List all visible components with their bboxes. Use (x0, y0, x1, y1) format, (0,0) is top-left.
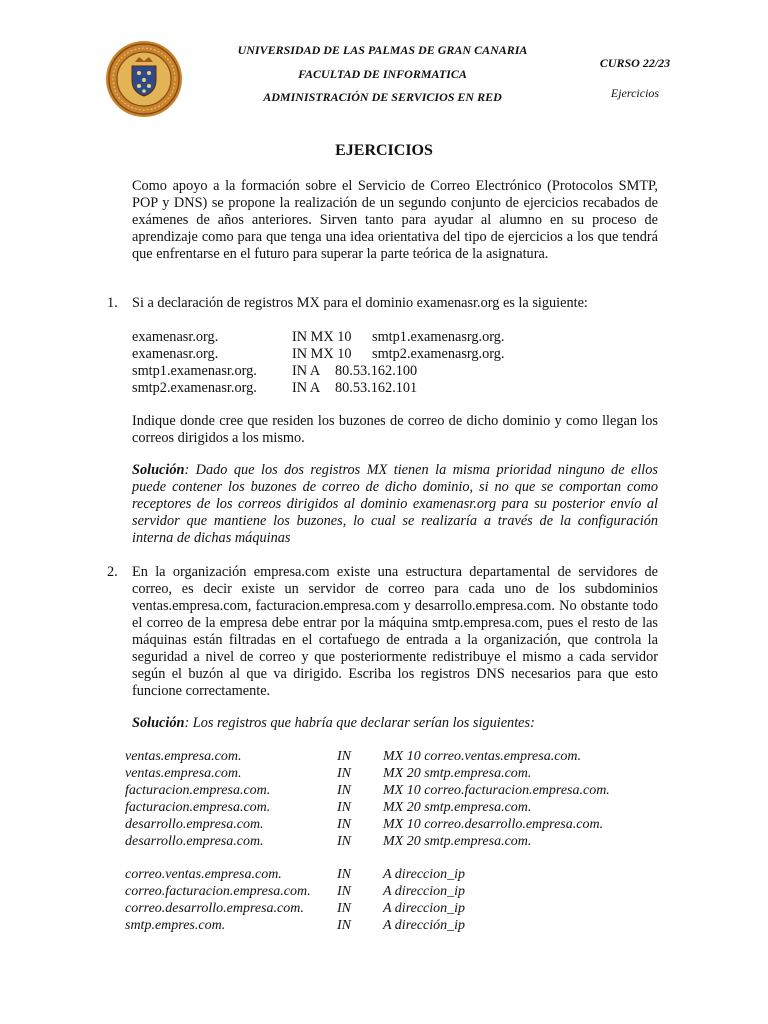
record-value: A direccion_ip (383, 901, 466, 916)
exercise-1-statement: Si a declaración de registros MX para el dominio examenasr.org es la siguiente: (132, 295, 588, 311)
faculty-name: FACULTAD DE INFORMATICA (298, 67, 467, 81)
record-name: desarrollo.empresa.com. (125, 834, 264, 849)
exercise-1-number: 1. (107, 295, 118, 311)
record-type: IN A (292, 363, 321, 379)
record-value: smtp1.examenasrg.org. (372, 329, 505, 345)
record-class: IN (337, 817, 351, 832)
record-value: A dirección_ip (383, 918, 466, 933)
record-value: MX 20 smtp.empresa.com. (383, 834, 532, 849)
solution-label: Solución (132, 715, 185, 731)
record-value: MX 20 smtp.empresa.com. (383, 800, 532, 815)
solution-text: : Los registros que habría que declarar serían los siguientes: (184, 715, 535, 731)
page-title: EJERCICIOS (335, 142, 433, 159)
section-label: Ejercicios (610, 86, 660, 100)
record-name: ventas.empresa.com. (125, 766, 242, 781)
record-class: IN (337, 834, 351, 849)
record-name: examenasr.org. (132, 346, 219, 362)
record-name: smtp.empres.com. (125, 918, 226, 933)
university-seal-logo (105, 40, 183, 118)
record-class: IN (337, 749, 351, 764)
record-value: MX 10 correo.ventas.empresa.com. (383, 749, 582, 764)
record-value: A direccion_ip (383, 884, 466, 899)
intro-paragraph: Como apoyo a la formación sobre el Servicio de Correo Electrónico (Protocolos SMTP, POP y DNS) se propone la realización de un segundo conjunto de ejercicios recabados de exámenes de años anteriores. Sirven tanto para ayudar al alumno en su proceso de aprendizaje como para que tenga una idea orientativa del tipo de ejercicios a los que tendrá que enfrentarse en el futuro para superar la parte teórica de la asignatura. (132, 178, 658, 262)
record-name: ventas.empresa.com. (125, 749, 242, 764)
record-name: correo.facturacion.empresa.com. (125, 884, 311, 899)
record-name: facturacion.empresa.com. (125, 800, 271, 815)
record-class: IN (337, 901, 351, 916)
record-name: desarrollo.empresa.com. (125, 817, 264, 832)
record-class: IN (337, 867, 351, 882)
record-class: IN (337, 766, 351, 781)
record-type: IN A (292, 380, 321, 396)
university-name: UNIVERSIDAD DE LAS PALMAS DE GRAN CANARIA (237, 43, 528, 57)
solution-label: Solución (132, 462, 185, 478)
exercise-2-statement: En la organización empresa.com existe una estructura departamental de servidores de correo, es decir existe un servidor de correo para cada uno de los subdominios ventas.empresa.com, facturacion.empresa.com y desarrollo.empresa.com. No obstante todo el correo de la empresa debe entrar por la máquina smtp.empresa.com, pues el resto de las máquinas están filtradas en el cortafuego de entrada a la organización, que controla la seguridad a nivel de correo y que posteriormente redistribuye el mismo a cada servidor según el buzón al que va dirigido. Escriba los registros DNS necesarios para que esto funcione correctamente. (132, 564, 658, 699)
record-class: IN (337, 783, 351, 798)
record-name: correo.ventas.empresa.com. (125, 867, 282, 882)
record-value: A direccion_ip (383, 867, 466, 882)
exercise-2-number: 2. (107, 564, 118, 580)
subject-name: ADMINISTRACIÓN DE SERVICIOS EN RED (263, 90, 502, 104)
exercise-1-question: Indique donde cree que residen los buzones de correo de dicho dominio y como llegan los correos dirigidos a los mismo. (132, 413, 658, 446)
record-value: smtp2.examenasrg.org. (372, 346, 505, 362)
record-class: IN (337, 884, 351, 899)
record-type: IN MX 10 (292, 346, 352, 362)
record-name: smtp1.examenasr.org. (132, 363, 257, 379)
record-value: MX 10 correo.desarrollo.empresa.com. (383, 817, 604, 832)
solution-text: : Dado que los dos registros MX tienen la misma prioridad ninguno de ellos puede contener los buzones de correo de dicho dominio, si no que se comportan como receptores de los correos dirigidos al dominio examenasr.org para su posterior envío al servidor que mantiene los buzones, lo cual se realizaría a través de la configuración interna de dichas máquinas (132, 462, 658, 546)
exercise-2-solution (132, 715, 658, 732)
record-class: IN (337, 918, 351, 933)
record-value: 80.53.162.100 (335, 363, 418, 379)
record-name: facturacion.empresa.com. (125, 783, 271, 798)
record-value: MX 10 correo.facturacion.empresa.com. (383, 783, 610, 798)
record-type: IN MX 10 (292, 329, 352, 345)
record-class: IN (337, 800, 351, 815)
record-name: smtp2.examenasr.org. (132, 380, 257, 396)
course-label: CURSO 22/23 (599, 56, 671, 70)
record-name: examenasr.org. (132, 329, 219, 345)
record-value: 80.53.162.101 (335, 380, 418, 396)
record-value: MX 20 smtp.empresa.com. (383, 766, 532, 781)
exercise-1-solution (132, 462, 658, 547)
record-name: correo.desarrollo.empresa.com. (125, 901, 304, 916)
